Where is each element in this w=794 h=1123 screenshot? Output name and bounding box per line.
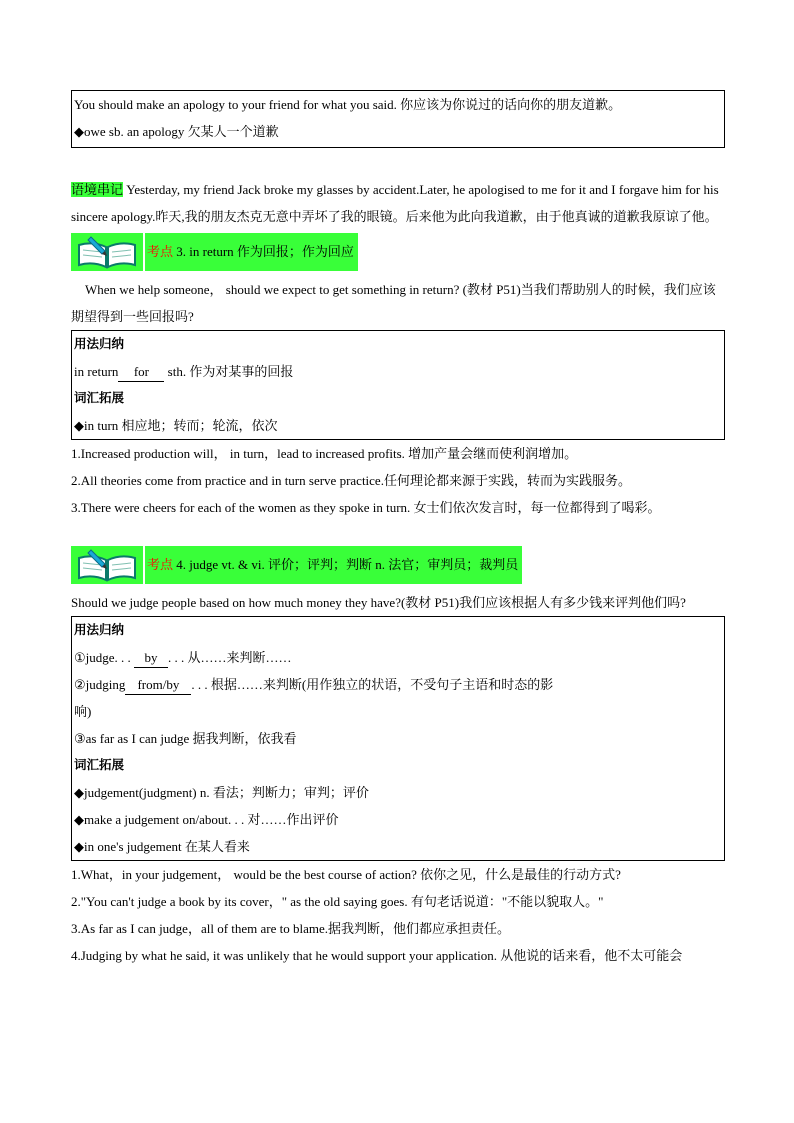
point4-usage-2 — [74, 671, 722, 698]
point3-example-2: 2.All theories come from practice and in turn serve practice.任何理论都来源于实践，转而为实践服务。 — [71, 473, 631, 488]
u1-post: . . . 从……来判断…… — [168, 650, 292, 665]
u2-post: . . . 根据……来判断(用作独立的状语，不受句子主语和时态的影 — [191, 677, 554, 692]
intro-box — [71, 90, 725, 148]
point3-vocab-heading: 词汇拓展 — [74, 391, 125, 405]
point3-example-1: 1.Increased production will， in turn，lead to increased profits. 增加产量会继而使利润增加。 — [71, 446, 578, 461]
point4-example: Should we judge people based on how much money they have?(教材 P51)我们应该根据人有多少钱来评判他们吗? — [71, 595, 686, 610]
point4-vocab-heading: 词汇拓展 — [74, 758, 125, 772]
u2-blank: from/by — [125, 676, 191, 695]
intro-phrase: ◆owe sb. an apology 欠某人一个道歉 — [74, 124, 279, 139]
point4-example-2: 2."You can't judge a book by its cover，" as the old saying goes. 有句老话说道："不能以貌取人。" — [71, 894, 604, 909]
context-text: Yesterday, my friend Jack broke my glasses by accident.Later, he apologised to me for it and I forgave him for his sincere apology.昨天,我的朋友杰克无意中弄坏了我的眼镜。后来他为此向我道歉，由于他真诚的道歉我原谅了他。 — [71, 182, 719, 224]
point4-title: 4. judge vt. & vi. 评价；评判；判断 n. 法官；审判员；裁判员 — [173, 557, 519, 572]
point3-header — [71, 232, 726, 272]
intro-sentence: You should make an apology to your friend for what you said. 你应该为你说过的话向你的朋友道歉。 — [74, 97, 622, 112]
usage-post: sth. 作为对某事的回报 — [164, 364, 294, 379]
point4-usage-3: ③as far as I can judge 据我判断，依我看 — [74, 731, 297, 746]
point4-usage-box — [71, 616, 725, 861]
point3-usage-line — [74, 358, 722, 385]
point4-header — [71, 545, 726, 585]
context-tag: 语境串记 — [71, 182, 124, 197]
point3-title: 3. in return 作为回报；作为回应 — [173, 244, 354, 259]
point4-usage-heading: 用法归纳 — [74, 623, 125, 637]
point3-example: When we help someone， should we expect to get something in return? (教材 P51)当我们帮助别人的时候，我们应该期望得到一些回报吗? — [71, 282, 716, 324]
point4-usage-2-cont: 响) — [74, 704, 92, 719]
point4-vocab-3: ◆in one's judgement 在某人看来 — [74, 839, 250, 854]
point3-usage-heading: 用法归纳 — [74, 337, 125, 351]
point4-vocab-1: ◆judgement(judgment) n. 看法；判断力；审判；评价 — [74, 785, 369, 800]
point3-usage-box — [71, 330, 725, 440]
point4-example-4: 4.Judging by what he said, it was unlikely that he would support your application. 从他说的话来看，他不太可能会 — [71, 948, 683, 963]
point3-label: 考点 — [147, 244, 174, 259]
usage-pre: in return — [74, 364, 119, 379]
point3-title-bar — [145, 233, 358, 271]
open-book-with-pencil-icon — [71, 546, 145, 584]
point3-vocab-line: ◆in turn 相应地；转而；轮流，依次 — [74, 418, 278, 433]
point4-label: 考点 — [147, 557, 174, 572]
usage-blank: for — [118, 363, 164, 382]
document-page — [71, 88, 726, 969]
point4-example-1: 1.What，in your judgement， would be the best course of action? 依你之见，什么是最佳的行动方式? — [71, 867, 621, 882]
point3-example-3: 3.There were cheers for each of the women as they spoke in turn. 女士们依次发言时，每一位都得到了喝彩。 — [71, 500, 661, 515]
u2-pre: ②judging — [74, 677, 126, 692]
u1-blank: by — [134, 649, 168, 668]
point4-vocab-2: ◆make a judgement on/about. . . 对……作出评价 — [74, 812, 339, 827]
u1-pre: ①judge. . . — [74, 650, 135, 665]
point4-usage-1 — [74, 644, 722, 671]
point4-title-bar — [145, 546, 522, 584]
point4-example-3: 3.As far as I can judge，all of them are to blame.据我判断，他们都应承担责任。 — [71, 921, 511, 936]
open-book-with-pencil-icon — [71, 233, 145, 271]
context-paragraph — [71, 176, 723, 230]
